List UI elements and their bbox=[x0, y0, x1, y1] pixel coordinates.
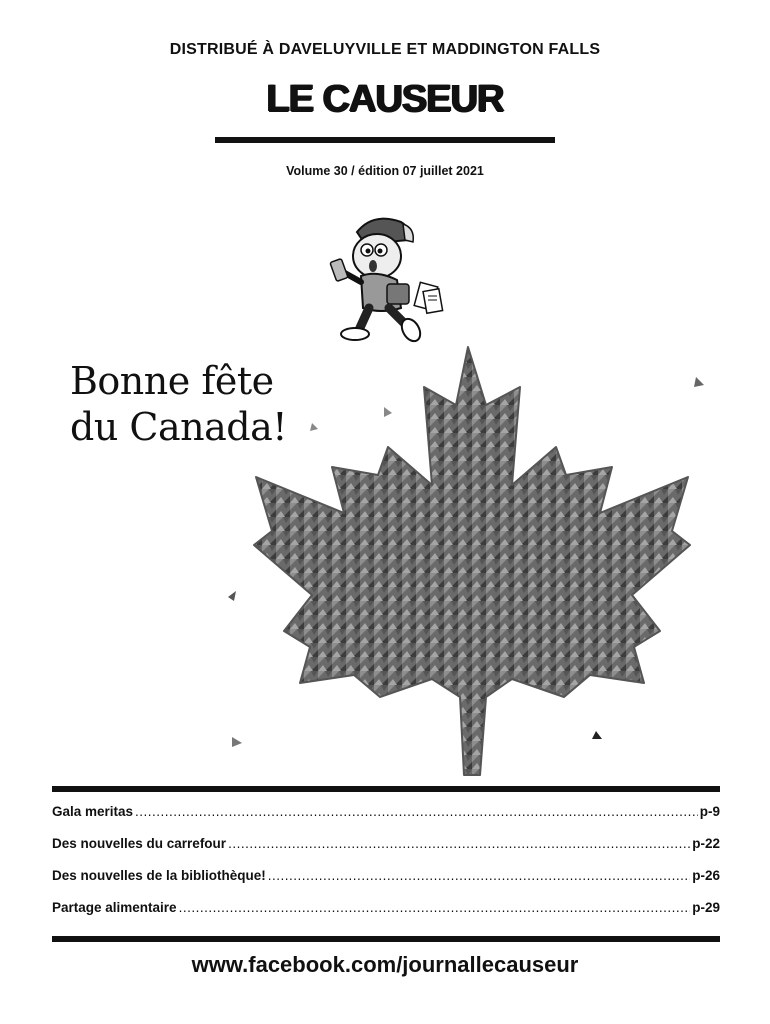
edition-line: Volume 30 / édition 07 juillet 2021 bbox=[286, 164, 484, 178]
toc-item bbox=[52, 836, 720, 868]
toc-item-title: Gala meritas bbox=[52, 804, 134, 819]
greeting-line-2: du Canada! bbox=[70, 405, 287, 449]
toc-leader-dots bbox=[135, 804, 698, 819]
toc-item-page: p-22 bbox=[692, 836, 720, 851]
title-divider bbox=[215, 137, 555, 143]
toc-item bbox=[52, 900, 720, 932]
toc-leader-dots bbox=[228, 836, 690, 851]
facebook-url: www.facebook.com/journallecauseur bbox=[191, 952, 579, 977]
table-of-contents bbox=[52, 804, 720, 932]
cover-greeting bbox=[70, 358, 287, 450]
greeting-line-1: Bonne fête bbox=[70, 359, 274, 403]
toc-item-title: Partage alimentaire bbox=[52, 900, 177, 915]
maple-leaf-icon bbox=[220, 335, 720, 790]
toc-item-title: Des nouvelles de la bibliothèque! bbox=[52, 868, 266, 883]
distribution-line: DISTRIBUÉ À DAVELUYVILLE ET MADDINGTON FALLS bbox=[169, 41, 601, 58]
toc-item-title: Des nouvelles du carrefour bbox=[52, 836, 227, 851]
toc-item-page: p-26 bbox=[692, 868, 720, 883]
newspaper-boy-mascot-icon bbox=[325, 210, 455, 350]
toc-item-page: p-9 bbox=[699, 804, 720, 819]
toc-item bbox=[52, 804, 720, 836]
newspaper-title: LE CAUSEUR bbox=[266, 78, 504, 120]
toc-leader-dots bbox=[179, 900, 691, 915]
toc-item-page: p-29 bbox=[692, 900, 720, 915]
toc-leader-dots bbox=[268, 868, 690, 883]
toc-top-rule bbox=[52, 786, 720, 792]
toc-item bbox=[52, 868, 720, 900]
toc-bottom-rule bbox=[52, 936, 720, 942]
